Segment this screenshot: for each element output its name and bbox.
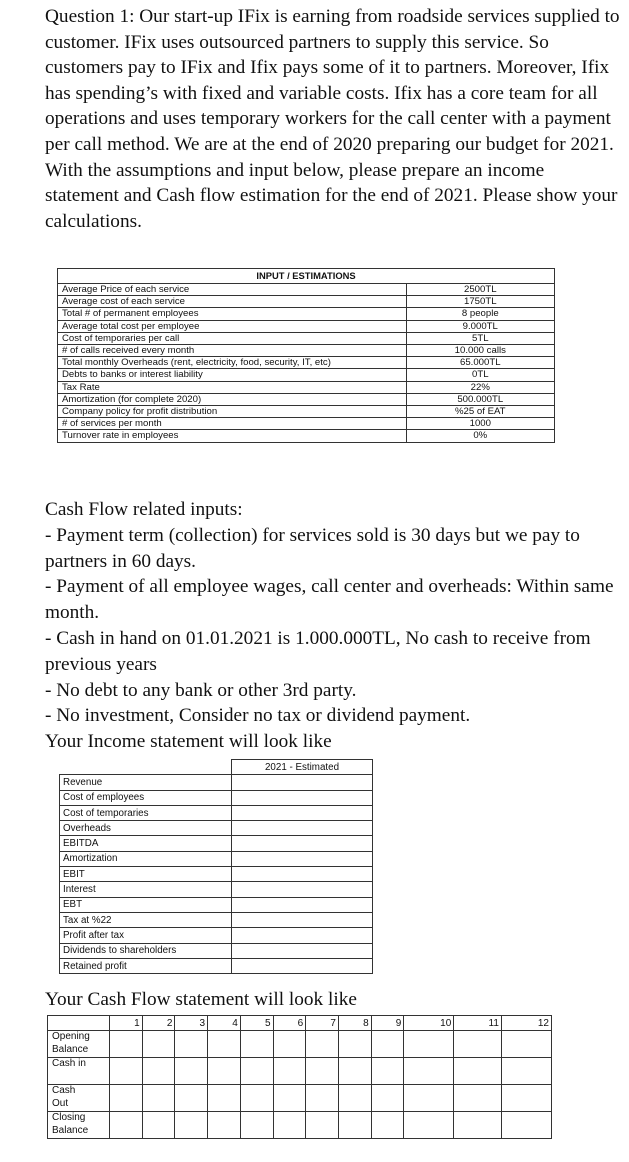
income-row-label: EBT	[60, 897, 232, 912]
cashflow-cell	[371, 1058, 404, 1085]
cashflow-row-label	[48, 1058, 110, 1085]
cashflow-cell	[175, 1085, 208, 1112]
cashflow-cell	[501, 1031, 551, 1058]
income-row-label: Revenue	[60, 775, 232, 790]
cashflow-table-row	[48, 1112, 552, 1139]
input-row-value: %25 of EAT	[406, 406, 554, 418]
month-header: 8	[338, 1016, 371, 1031]
cashflow-inputs-section	[45, 497, 620, 755]
input-table-row	[58, 369, 555, 381]
cashflow-cell	[371, 1031, 404, 1058]
input-row-label: Average total cost per employee	[58, 320, 407, 332]
income-row-value-cell	[232, 928, 373, 943]
income-row-label: Overheads	[60, 821, 232, 836]
cashflow-table-row	[48, 1031, 552, 1058]
cashflow-cell	[338, 1112, 371, 1139]
input-row-value: 0TL	[406, 369, 554, 381]
month-header: 9	[371, 1016, 404, 1031]
input-table-row	[58, 406, 555, 418]
input-table-row	[58, 357, 555, 369]
cashflow-row-label-line: Opening	[52, 1031, 90, 1042]
income-table-row	[60, 836, 373, 851]
cashflow-cell	[404, 1058, 454, 1085]
income-table-row	[60, 958, 373, 973]
income-table-row	[60, 882, 373, 897]
cashflow-statement-heading: Your Cash Flow statement will look like	[45, 989, 357, 1010]
input-row-label: # of calls received every month	[58, 345, 407, 357]
income-row-label: Retained profit	[60, 958, 232, 973]
cashflow-cell	[240, 1085, 273, 1112]
input-row-value: 1000	[406, 418, 554, 430]
month-header: 6	[273, 1016, 306, 1031]
cashflow-cell	[454, 1058, 502, 1085]
cashflow-cell	[110, 1058, 143, 1085]
cashflow-cell	[142, 1058, 175, 1085]
income-table-row	[60, 775, 373, 790]
cashflow-table-row	[48, 1085, 552, 1112]
input-table-row	[58, 296, 555, 308]
input-row-value: 65.000TL	[406, 357, 554, 369]
input-row-label: Average cost of each service	[58, 296, 407, 308]
input-table-row	[58, 284, 555, 296]
month-header: 1	[110, 1016, 143, 1031]
cashflow-cell	[273, 1085, 306, 1112]
cashflow-cell	[306, 1031, 339, 1058]
cashflow-table-row	[48, 1058, 552, 1085]
cashflow-cell	[273, 1058, 306, 1085]
cashflow-cell	[338, 1085, 371, 1112]
cashflow-cell	[404, 1031, 454, 1058]
income-row-label: EBITDA	[60, 836, 232, 851]
cashflow-input-line: - Payment of all employee wages, call center and overheads: Within same month.	[45, 576, 614, 624]
cashflow-row-label-line: Balance	[52, 1124, 89, 1136]
cashflow-cell	[142, 1085, 175, 1112]
cashflow-input-line: - Payment term (collection) for services sold is 30 days but we pay to partners in 60 days.	[45, 524, 580, 572]
income-row-value-cell	[232, 943, 373, 958]
income-row-value-cell	[232, 775, 373, 790]
cashflow-cell	[240, 1112, 273, 1139]
cashflow-cell	[208, 1058, 241, 1085]
month-header: 10	[404, 1016, 454, 1031]
cashflow-cell	[501, 1085, 551, 1112]
cashflow-input-line: - No debt to any bank or other 3rd party.	[45, 679, 357, 701]
cashflow-cell	[240, 1031, 273, 1058]
cashflow-row-label-line: Closing	[52, 1112, 86, 1123]
cashflow-cell	[454, 1112, 502, 1139]
income-table-row	[60, 928, 373, 943]
input-row-value: 5TL	[406, 332, 554, 344]
month-header: 12	[501, 1016, 551, 1031]
cashflow-table-corner	[48, 1016, 110, 1031]
income-table-row	[60, 821, 373, 836]
month-header: 2	[142, 1016, 175, 1031]
cashflow-cell	[175, 1031, 208, 1058]
cashflow-cell	[306, 1058, 339, 1085]
cashflow-input-line: - Cash in hand on 01.01.2021 is 1.000.000TL, No cash to receive from previous years	[45, 627, 591, 675]
input-row-label: Debts to banks or interest liability	[58, 369, 407, 381]
cashflow-row-label	[48, 1085, 110, 1112]
cashflow-inputs-heading: Cash Flow related inputs:	[45, 499, 243, 520]
input-row-label: # of services per month	[58, 418, 407, 430]
cashflow-cell	[371, 1085, 404, 1112]
input-table-row	[58, 381, 555, 393]
input-table-row	[58, 332, 555, 344]
input-row-value: 0%	[406, 430, 554, 442]
cashflow-cell	[306, 1112, 339, 1139]
income-row-label: Amortization	[60, 851, 232, 866]
input-row-label: Company policy for profit distribution	[58, 406, 407, 418]
income-row-value-cell	[232, 958, 373, 973]
cashflow-statement-table	[47, 1015, 552, 1139]
input-row-value: 8 people	[406, 308, 554, 320]
input-row-label: Amortization (for complete 2020)	[58, 393, 407, 405]
income-table-row	[60, 805, 373, 820]
input-row-value: 500.000TL	[406, 393, 554, 405]
cashflow-cell	[404, 1112, 454, 1139]
cashflow-cell	[175, 1112, 208, 1139]
cashflow-cell	[208, 1112, 241, 1139]
month-header: 3	[175, 1016, 208, 1031]
input-table-row	[58, 393, 555, 405]
income-table-row	[60, 867, 373, 882]
cashflow-cell	[371, 1112, 404, 1139]
input-row-label: Total # of permanent employees	[58, 308, 407, 320]
month-header: 11	[454, 1016, 502, 1031]
month-header: 7	[306, 1016, 339, 1031]
income-row-label: EBIT	[60, 867, 232, 882]
income-row-value-cell	[232, 851, 373, 866]
input-row-label: Tax Rate	[58, 381, 407, 393]
input-row-value: 10.000 calls	[406, 345, 554, 357]
income-table-row	[60, 897, 373, 912]
cashflow-cell	[273, 1112, 306, 1139]
cashflow-cell	[273, 1031, 306, 1058]
cashflow-cell	[142, 1112, 175, 1139]
cashflow-row-label-line: Cash in	[52, 1058, 86, 1069]
input-estimations-table	[57, 268, 555, 443]
income-row-label: Profit after tax	[60, 928, 232, 943]
cashflow-cell	[240, 1058, 273, 1085]
cashflow-cell	[501, 1112, 551, 1139]
input-row-label: Cost of temporaries per call	[58, 332, 407, 344]
input-table-row	[58, 430, 555, 442]
income-row-value-cell	[232, 882, 373, 897]
income-row-value-cell	[232, 897, 373, 912]
input-table-row	[58, 345, 555, 357]
cashflow-row-label	[48, 1031, 110, 1058]
income-row-label: Cost of employees	[60, 790, 232, 805]
input-row-value: 9.000TL	[406, 320, 554, 332]
input-table-row	[58, 308, 555, 320]
cashflow-row-label-line: Balance	[52, 1043, 89, 1055]
income-statement-table	[59, 759, 373, 974]
cashflow-cell	[208, 1031, 241, 1058]
income-row-label: Cost of temporaries	[60, 805, 232, 820]
cashflow-row-label-line: Cash	[52, 1085, 76, 1096]
input-table-row	[58, 320, 555, 332]
cashflow-cell	[110, 1112, 143, 1139]
income-table-row	[60, 851, 373, 866]
input-table-row	[58, 418, 555, 430]
income-column-header: 2021 - Estimated	[232, 760, 373, 775]
income-row-label: Tax at %22	[60, 912, 232, 927]
cashflow-cell	[338, 1058, 371, 1085]
income-table-row	[60, 943, 373, 958]
income-row-value-cell	[232, 821, 373, 836]
cashflow-cell	[404, 1085, 454, 1112]
income-table-row	[60, 912, 373, 927]
month-header: 5	[240, 1016, 273, 1031]
input-row-value: 22%	[406, 381, 554, 393]
income-row-label: Interest	[60, 882, 232, 897]
income-row-label: Dividends to shareholders	[60, 943, 232, 958]
cashflow-cell	[454, 1031, 502, 1058]
income-table-corner	[60, 760, 232, 775]
input-row-value: 1750TL	[406, 296, 554, 308]
cashflow-cell	[338, 1031, 371, 1058]
cashflow-cell	[208, 1085, 241, 1112]
income-row-value-cell	[232, 912, 373, 927]
cashflow-cell	[501, 1058, 551, 1085]
income-row-value-cell	[232, 805, 373, 820]
cashflow-row-label	[48, 1112, 110, 1139]
income-table-row	[60, 790, 373, 805]
cashflow-cell	[454, 1085, 502, 1112]
input-table-title: INPUT / ESTIMATIONS	[58, 269, 555, 284]
cashflow-cell	[110, 1085, 143, 1112]
input-row-value: 2500TL	[406, 284, 554, 296]
question-text: Question 1: Our start-up IFix is earning from roadside services supplied to customer. IFix uses outsourced partners to supply this service. So customers pay to IFix and Ifix pays some of it to partners. Moreover, Ifix has spending’s with fixed and variable costs. Ifix has a core team for all operations and uses temporary workers for the call center with a payment per call method. We are at the end of 2020 preparing our budget for 2021. With the assumptions and input below, please prepare an income statement and Cash flow estimation for the end of 2021. Please show your calculations.	[45, 6, 620, 232]
month-header: 4	[208, 1016, 241, 1031]
cashflow-cell	[175, 1058, 208, 1085]
income-row-value-cell	[232, 836, 373, 851]
cashflow-cell	[142, 1031, 175, 1058]
input-row-label: Average Price of each service	[58, 284, 407, 296]
cashflow-input-line: - No investment, Consider no tax or dividend payment.	[45, 705, 471, 727]
income-row-value-cell	[232, 867, 373, 882]
input-row-label: Total monthly Overheads (rent, electricity, food, security, IT, etc)	[58, 357, 407, 369]
income-statement-heading: Your Income statement will look like	[45, 731, 332, 753]
cashflow-row-label-line: Out	[52, 1097, 69, 1109]
input-row-label: Turnover rate in employees	[58, 430, 407, 442]
income-row-value-cell	[232, 790, 373, 805]
cashflow-cell	[306, 1085, 339, 1112]
cashflow-cell	[110, 1031, 143, 1058]
